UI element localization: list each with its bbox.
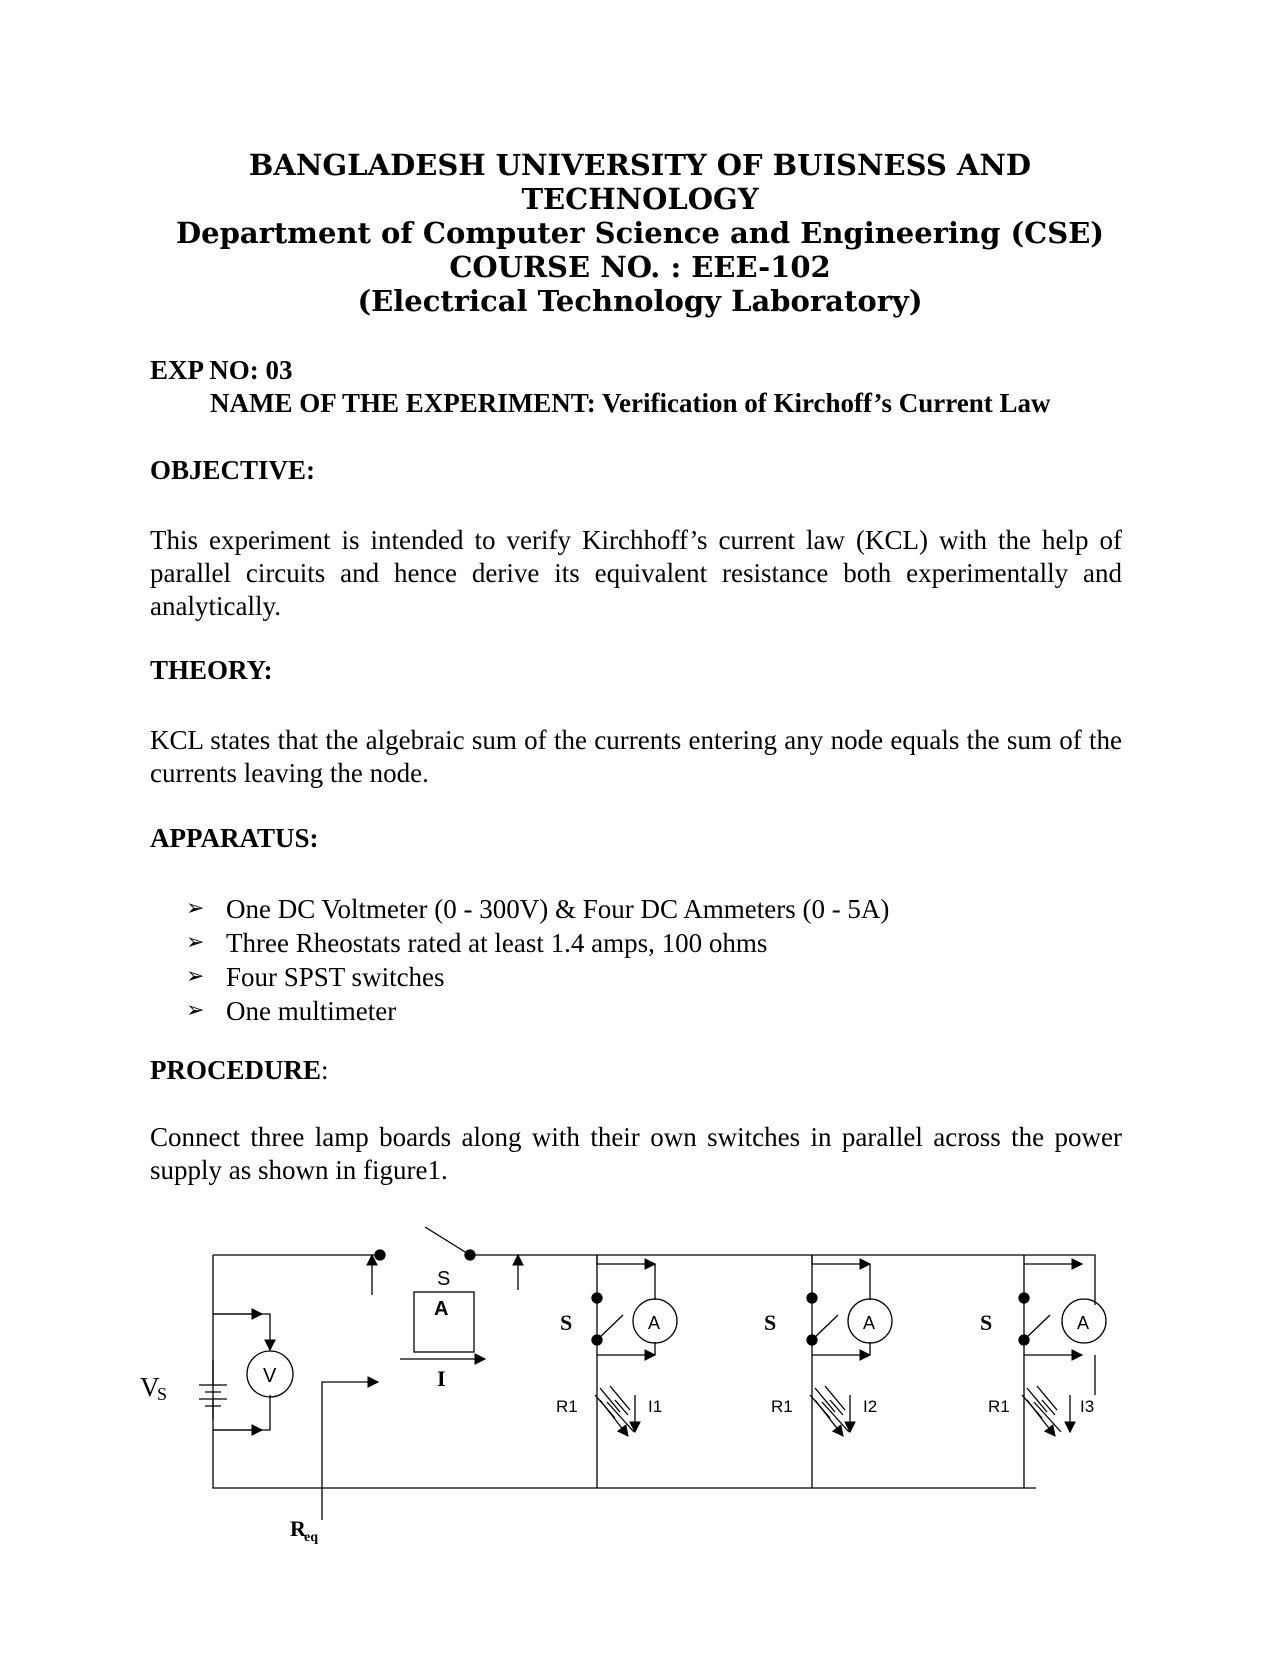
course-number: COURSE NO. : EEE-102 [449,250,831,284]
main-ammeter-label: A [434,1298,449,1320]
apparatus-heading: APPARATUS: [150,823,319,853]
branch-3-resistor-label: R1 [988,1397,1010,1416]
branch-1-switch-label: S [560,1310,573,1335]
university-name-line1: BANGLADESH UNIVERSITY OF BUISNESS AND [248,148,1032,182]
main-switch-label: S [437,1268,451,1290]
theory-text: KCL states that the algebraic sum of the currents entering any node equals the sum of the currents leaving the node. [150,725,1122,788]
req-label: R [290,1516,306,1541]
procedure-colon: : [321,1055,329,1085]
branch-1-ammeter-label: A [648,1313,661,1333]
objective-text: This experiment is intended to verify Kirchhoff’s current law (KCL) with the help of parallel circuits and hence derive its equivalent resistance both experimentally and analytically. [150,525,1122,621]
department-name: Department of Computer Science and Engineering (CSE) [175,216,1105,250]
arrow-bullet-icon: ➢ [186,998,205,1023]
exp-number: EXP NO: 03 [150,355,293,385]
list-item: ➢ One DC Voltmeter (0 - 300V) & Four DC Ammeters (0 - 5A) [186,894,890,924]
branch-3-ammeter-label: A [1077,1313,1090,1333]
req-probe-line [322,1382,378,1520]
branch-2-ammeter-label: A [863,1313,876,1333]
arrow-bullet-icon: ➢ [186,896,205,921]
source-subscript: S [157,1384,168,1404]
list-item: ➢ Four SPST switches [186,962,445,992]
arrow-bullet-icon: ➢ [186,930,205,955]
main-current-label: I [437,1366,446,1391]
req-subscript: eq [304,1530,318,1545]
course-name: (Electrical Technology Laboratory) [357,284,923,318]
main-wire-loop [213,1255,1095,1488]
branch-2 [807,1255,892,1488]
procedure-heading: PROCEDURE [150,1055,322,1085]
voltmeter-icon [213,1314,293,1430]
voltmeter-label: V [263,1365,277,1387]
procedure-text: Connect three lamp boards along with their own switches in parallel across the power supply as shown in figure1. [150,1122,1122,1185]
branch-3-current-label: I3 [1080,1397,1095,1416]
branch-3 [1019,1255,1106,1488]
experiment-name: NAME OF THE EXPERIMENT: Verification of Kirchoff’s Current Law [210,388,1051,418]
branch-1 [592,1255,677,1488]
objective-heading: OBJECTIVE: [150,455,316,485]
university-name-line2: TECHNOLOGY [521,182,759,216]
branch-3-switch-label: S [980,1310,993,1335]
arrow-bullet-icon: ➢ [186,964,205,989]
branch-1-resistor-label: R1 [556,1397,578,1416]
list-item: ➢ Three Rheostats rated at least 1.4 amps, 100 ohms [186,928,768,958]
branch-2-resistor-label: R1 [771,1397,793,1416]
theory-heading: THEORY: [150,655,273,685]
list-item: ➢ One multimeter [186,996,397,1026]
branch-2-switch-label: S [764,1310,777,1335]
branch-1-current-label: I1 [648,1397,663,1416]
source-label: V [140,1372,160,1402]
branch-2-current-label: I2 [863,1397,878,1416]
